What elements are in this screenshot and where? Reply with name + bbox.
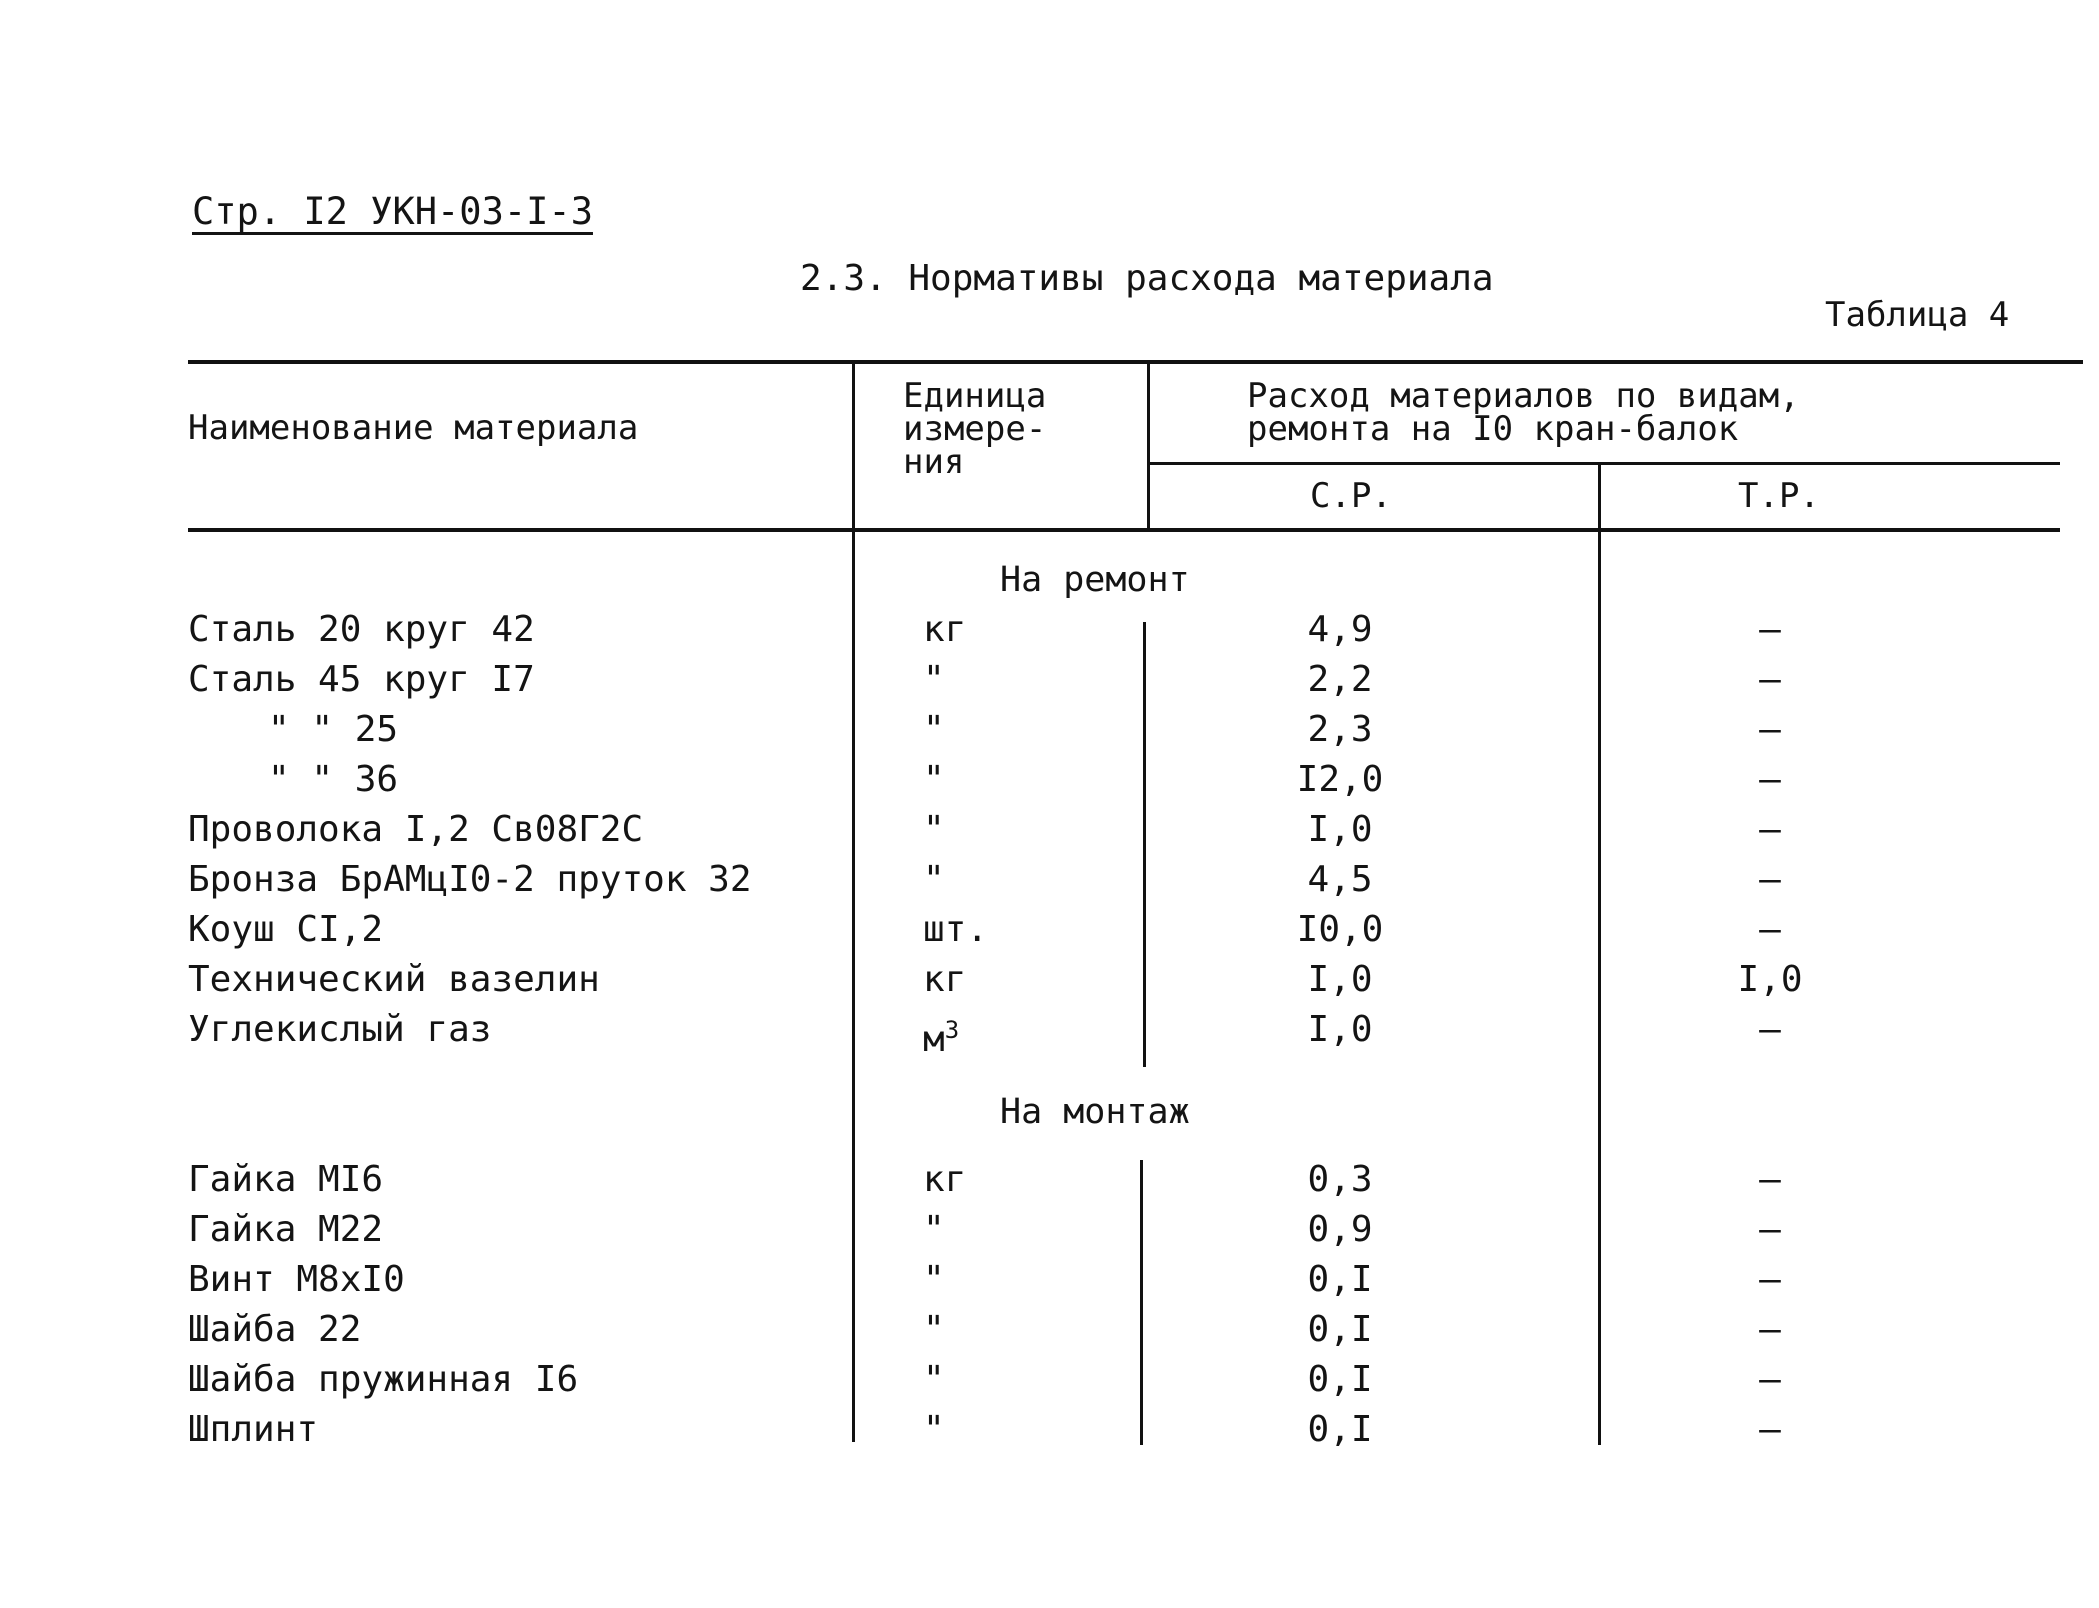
table-row-unit: кг (923, 959, 967, 1000)
column-header-sr: С.Р. (1310, 476, 1392, 516)
table-row-sr: 2,3 (1307, 709, 1373, 750)
table-row-sr: I0,0 (1296, 909, 1384, 950)
table-row-tr: – (1759, 1309, 1781, 1350)
column-header-name: Наименование материала (188, 408, 639, 448)
table-row-name: Углекислый газ (188, 1009, 492, 1050)
table-row-unit: " (923, 1309, 945, 1350)
table-row-tr: – (1759, 1159, 1781, 1200)
table-row-unit: " (923, 809, 945, 850)
table-row-unit: шт. (923, 909, 989, 950)
table-row-name: Шплинт (188, 1409, 319, 1450)
table-row-sr: 0,9 (1307, 1209, 1373, 1250)
group-title-repair: На ремонт (1000, 560, 1190, 600)
table-row-sr: 0,I (1307, 1309, 1373, 1350)
table-row-tr: – (1759, 759, 1781, 800)
table-row-sr: 4,9 (1307, 609, 1373, 650)
table-row-unit: " (923, 659, 945, 700)
table-row-sr: I,0 (1307, 959, 1373, 1000)
table-row-name: Винт М8хI0 (188, 1259, 405, 1300)
table-row-name: Сталь 20 круг 42 (188, 609, 535, 650)
page-code: Стр. I2 УКН-03-I-3 (192, 190, 593, 233)
table-row-sr: 0,I (1307, 1359, 1373, 1400)
table-row-unit: " (923, 1209, 945, 1250)
column-header-unit-line2: измере- (903, 409, 1047, 449)
table-row-name: " " 25 (268, 709, 399, 750)
divider-unit-sr-header (1147, 362, 1150, 530)
table-row-tr: – (1759, 909, 1781, 950)
table-row-tr: – (1759, 859, 1781, 900)
table-row-unit: " (923, 1409, 945, 1450)
table-row-tr: I,0 (1737, 959, 1803, 1000)
table-row-sr: I2,0 (1296, 759, 1384, 800)
table-top-rule (188, 360, 2083, 364)
table-row-name: Гайка МI6 (188, 1159, 384, 1200)
column-header-consumption-line1: Расход материалов по видам, (1247, 376, 1800, 416)
section-title: 2.3. Нормативы расхода материала (800, 258, 1494, 299)
table-row-tr: – (1759, 1009, 1781, 1050)
table-row-tr: – (1759, 1259, 1781, 1300)
table-row-sr: 0,3 (1307, 1159, 1373, 1200)
table-row-name: Проволока I,2 Св08Г2С (188, 809, 644, 850)
unit-superscript: 3 (944, 1016, 960, 1044)
table-label: Таблица 4 (1825, 295, 2010, 335)
table-row-name: Гайка М22 (188, 1209, 384, 1250)
divider-name-unit (852, 362, 855, 1442)
column-header-tr: Т.Р. (1738, 476, 1820, 516)
divider-unit-sr-mount (1140, 1160, 1143, 1445)
table-row-unit: " (923, 709, 945, 750)
table-row-name: Бронза БрАМцI0-2 пруток 32 (188, 859, 752, 900)
table-row-unit: " (923, 1259, 945, 1300)
table-row-tr: – (1759, 1409, 1781, 1450)
table-row-unit: " (923, 1359, 945, 1400)
table-row-unit (923, 1005, 959, 1065)
header-bottom-rule (188, 528, 2060, 532)
table-row-tr: – (1759, 809, 1781, 850)
column-header-consumption-line2: ремонта на I0 кран-балок (1247, 409, 1739, 449)
table-row-tr: – (1759, 609, 1781, 650)
table-row-unit: кг (923, 609, 967, 650)
table-row-sr: 0,I (1307, 1259, 1373, 1300)
table-row-unit: " (923, 759, 945, 800)
consumption-sub-rule (1150, 462, 2060, 465)
table-row-name: Шайба пружинная I6 (188, 1359, 579, 1400)
table-row-sr: 4,5 (1307, 859, 1373, 900)
divider-sr-tr (1598, 462, 1601, 1445)
table-row-tr: – (1759, 709, 1781, 750)
column-header-unit-line3: ния (903, 442, 965, 482)
table-row-unit: кг (923, 1159, 967, 1200)
table-row-sr: 0,I (1307, 1409, 1373, 1450)
table-row-name: Технический вазелин (188, 959, 600, 1000)
divider-unit-sr-repair (1143, 622, 1146, 1067)
table-row-name: Коуш СI,2 (188, 909, 384, 950)
table-row-tr: – (1759, 1209, 1781, 1250)
column-header-unit-line1: Единица (903, 376, 1047, 416)
table-row-name: Шайба 22 (188, 1309, 362, 1350)
unit-text: м (923, 1019, 945, 1060)
table-row-tr: – (1759, 1359, 1781, 1400)
table-row-sr: I,0 (1307, 1009, 1373, 1050)
table-row-name: Сталь 45 круг I7 (188, 659, 535, 700)
group-title-mounting: На монтаж (1000, 1092, 1190, 1132)
table-row-sr: 2,2 (1307, 659, 1373, 700)
table-row-sr: I,0 (1307, 809, 1373, 850)
table-row-unit: " (923, 859, 945, 900)
table-row-tr: – (1759, 659, 1781, 700)
table-row-name: " " 36 (268, 759, 399, 800)
